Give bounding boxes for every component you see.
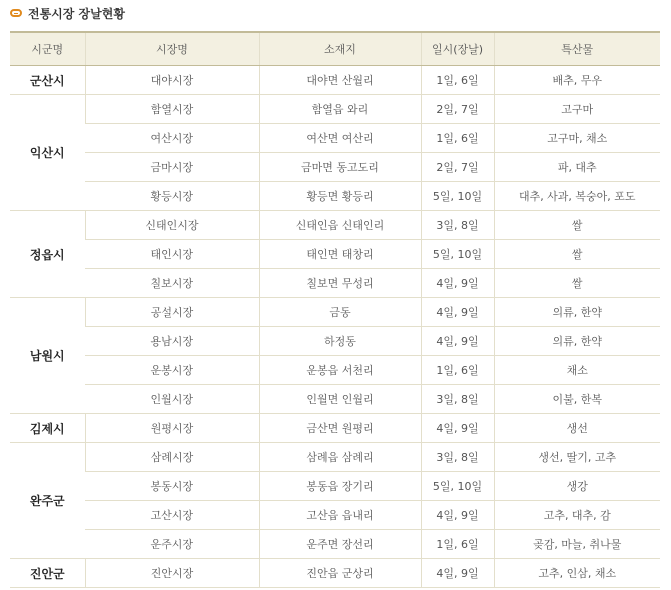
products-cell: 의류, 한약 [494,327,660,356]
location-cell: 태인면 태창리 [259,240,421,269]
table-row [10,559,660,588]
market-name-cell: 삼례시장 [85,443,259,472]
market-days-cell: 5일, 10일 [421,240,494,269]
market-days-cell: 4일, 9일 [421,501,494,530]
table-row [10,385,660,414]
header-market: 시장명 [85,32,259,66]
location-cell: 삼례읍 삼례리 [259,443,421,472]
table-row [10,269,660,298]
location-cell: 인월면 인월리 [259,385,421,414]
location-cell: 고산읍 읍내리 [259,501,421,530]
location-cell: 대야면 산월리 [259,66,421,95]
table-row [10,240,660,269]
market-name-cell: 용남시장 [85,327,259,356]
table-row [10,182,660,211]
products-cell: 곶감, 마늘, 취나물 [494,530,660,559]
location-cell: 황등면 황등리 [259,182,421,211]
table-row [10,472,660,501]
products-cell: 파, 대추 [494,153,660,182]
market-days-cell: 4일, 9일 [421,269,494,298]
table-row [10,443,660,472]
location-cell: 함열읍 와리 [259,95,421,124]
table-row [10,66,660,95]
products-cell: 의류, 한약 [494,298,660,327]
market-name-cell: 고산시장 [85,501,259,530]
section-title: 전통시장 장날현황 [28,7,125,21]
market-days-cell: 1일, 6일 [421,530,494,559]
products-cell: 쌀 [494,240,660,269]
market-days-cell: 4일, 9일 [421,414,494,443]
market-days-cell: 4일, 9일 [421,559,494,588]
products-cell: 고추, 대추, 감 [494,501,660,530]
products-cell: 생선 [494,414,660,443]
location-cell: 운주면 장선리 [259,530,421,559]
products-cell: 쌀 [494,269,660,298]
section-header [0,0,671,30]
market-days-cell: 2일, 7일 [421,153,494,182]
table-row [10,298,660,327]
products-cell: 생강 [494,472,660,501]
city-cell: 김제시 [10,414,85,443]
market-days-cell: 1일, 6일 [421,356,494,385]
market-name-cell: 원평시장 [85,414,259,443]
city-cell: 진안군 [10,559,85,588]
products-cell: 생선, 딸기, 고추 [494,443,660,472]
location-cell: 칠보면 무성리 [259,269,421,298]
table-row [10,211,660,240]
market-name-cell: 여산시장 [85,124,259,153]
header-products: 특산물 [494,32,660,66]
table-row [10,153,660,182]
location-cell: 운봉읍 서천리 [259,356,421,385]
market-days-cell: 4일, 9일 [421,298,494,327]
market-days-cell: 3일, 8일 [421,211,494,240]
table-body [10,66,660,588]
products-cell: 쌀 [494,211,660,240]
market-name-cell: 황등시장 [85,182,259,211]
table-row [10,124,660,153]
products-cell: 고구마, 채소 [494,124,660,153]
location-cell: 여산면 여산리 [259,124,421,153]
market-days-cell: 2일, 7일 [421,95,494,124]
location-cell: 신태인읍 신태인리 [259,211,421,240]
location-cell: 금산면 원평리 [259,414,421,443]
city-cell: 익산시 [10,95,85,211]
table-row [10,327,660,356]
table-row [10,501,660,530]
market-days-cell: 5일, 10일 [421,182,494,211]
header-row [10,32,660,66]
table-row [10,414,660,443]
table-row [10,356,660,385]
market-days-cell: 5일, 10일 [421,472,494,501]
market-name-cell: 운봉시장 [85,356,259,385]
market-name-cell: 인월시장 [85,385,259,414]
city-cell: 정읍시 [10,211,85,298]
location-cell: 하정동 [259,327,421,356]
products-cell: 대추, 사과, 복숭아, 포도 [494,182,660,211]
city-cell: 군산시 [10,66,85,95]
market-days-cell: 1일, 6일 [421,66,494,95]
market-name-cell: 공설시장 [85,298,259,327]
market-days-cell: 1일, 6일 [421,124,494,153]
header-location: 소재지 [259,32,421,66]
city-cell: 완주군 [10,443,85,559]
market-name-cell: 진안시장 [85,559,259,588]
location-cell: 금동 [259,298,421,327]
market-name-cell: 금마시장 [85,153,259,182]
city-cell: 남원시 [10,298,85,414]
location-cell: 진안읍 군상리 [259,559,421,588]
location-cell: 금마면 동고도리 [259,153,421,182]
table-header [10,32,660,66]
market-table [10,31,660,588]
table-row [10,530,660,559]
table-row [10,95,660,124]
market-name-cell: 함열시장 [85,95,259,124]
market-name-cell: 신태인시장 [85,211,259,240]
market-name-cell: 운주시장 [85,530,259,559]
products-cell: 이불, 한복 [494,385,660,414]
location-cell: 봉동읍 장기리 [259,472,421,501]
products-cell: 고구마 [494,95,660,124]
products-cell: 고추, 인삼, 채소 [494,559,660,588]
products-cell: 채소 [494,356,660,385]
market-name-cell: 태인시장 [85,240,259,269]
bullet-icon [10,9,22,17]
market-name-cell: 봉동시장 [85,472,259,501]
header-days: 일시(장날) [421,32,494,66]
products-cell: 배추, 무우 [494,66,660,95]
market-days-cell: 4일, 9일 [421,327,494,356]
market-name-cell: 대야시장 [85,66,259,95]
market-days-cell: 3일, 8일 [421,385,494,414]
market-name-cell: 칠보시장 [85,269,259,298]
header-city: 시군명 [10,32,85,66]
market-days-cell: 3일, 8일 [421,443,494,472]
